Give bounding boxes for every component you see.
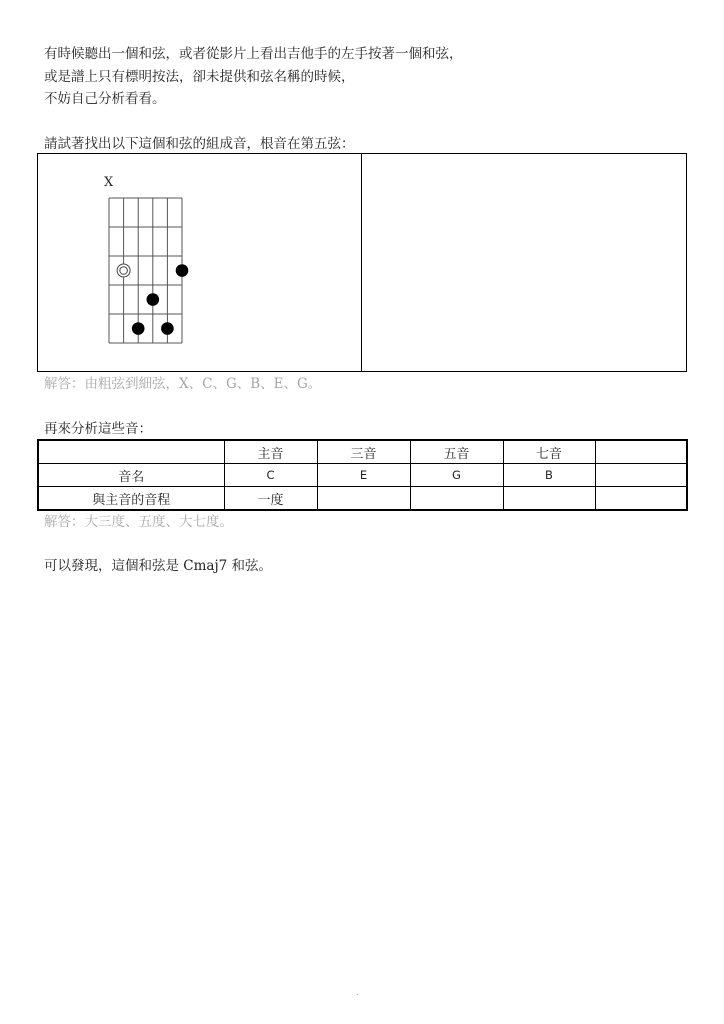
answer-1: 解答：由粗弦到細弦，X、C、G、B、E、G。 [44, 376, 322, 392]
question-text: 請試著找出以下這個和弦的組成音，根音在第五弦： [44, 136, 355, 152]
note-cell: C [224, 464, 317, 487]
chord-diagram [100, 190, 200, 350]
interval-cell [595, 487, 687, 511]
intro-line-1: 有時候聽出一個和弦，或者從影片上看出吉他手的左手按著一個和弦， [44, 46, 463, 62]
header-cell-seventh: 七音 [503, 440, 595, 464]
note-cell: E [317, 464, 410, 487]
note-cell: G [410, 464, 503, 487]
header-cell-third: 三音 [317, 440, 410, 464]
answer-2: 解答：大三度、五度、大七度。 [44, 514, 233, 530]
interval-cell: 一度 [224, 487, 317, 511]
conclusion-text: 可以發現，這個和弦是 Cmaj7 和弦。 [44, 558, 273, 574]
header-cell [595, 440, 687, 464]
intro-line-2: 或是譜上只有標明按法，卻未提供和弦名稱的時候， [44, 69, 355, 85]
finger-dot [176, 264, 189, 277]
interval-cell [317, 487, 410, 511]
interval-cell [410, 487, 503, 511]
row-label: 與主音的音程 [38, 487, 224, 511]
table-row [38, 487, 687, 511]
table-row [38, 464, 687, 487]
row-label: 音名 [38, 464, 224, 487]
finger-dot [132, 322, 145, 335]
note-cell [595, 464, 687, 487]
page-mark: . [356, 988, 359, 997]
box-divider [361, 154, 362, 371]
header-cell-root: 主音 [224, 440, 317, 464]
header-cell-fifth: 五音 [410, 440, 503, 464]
root-marker [117, 264, 130, 277]
analyze-label: 再來分析這些音： [44, 421, 152, 437]
interval-cell [503, 487, 595, 511]
finger-dot [161, 322, 174, 335]
finger-dot [147, 293, 160, 306]
header-cell [38, 440, 224, 464]
intro-line-3: 不妨自己分析看看。 [44, 91, 166, 107]
table-header-row [38, 440, 687, 464]
mute-marker: X [104, 175, 114, 190]
note-cell: B [503, 464, 595, 487]
interval-table [37, 439, 688, 511]
